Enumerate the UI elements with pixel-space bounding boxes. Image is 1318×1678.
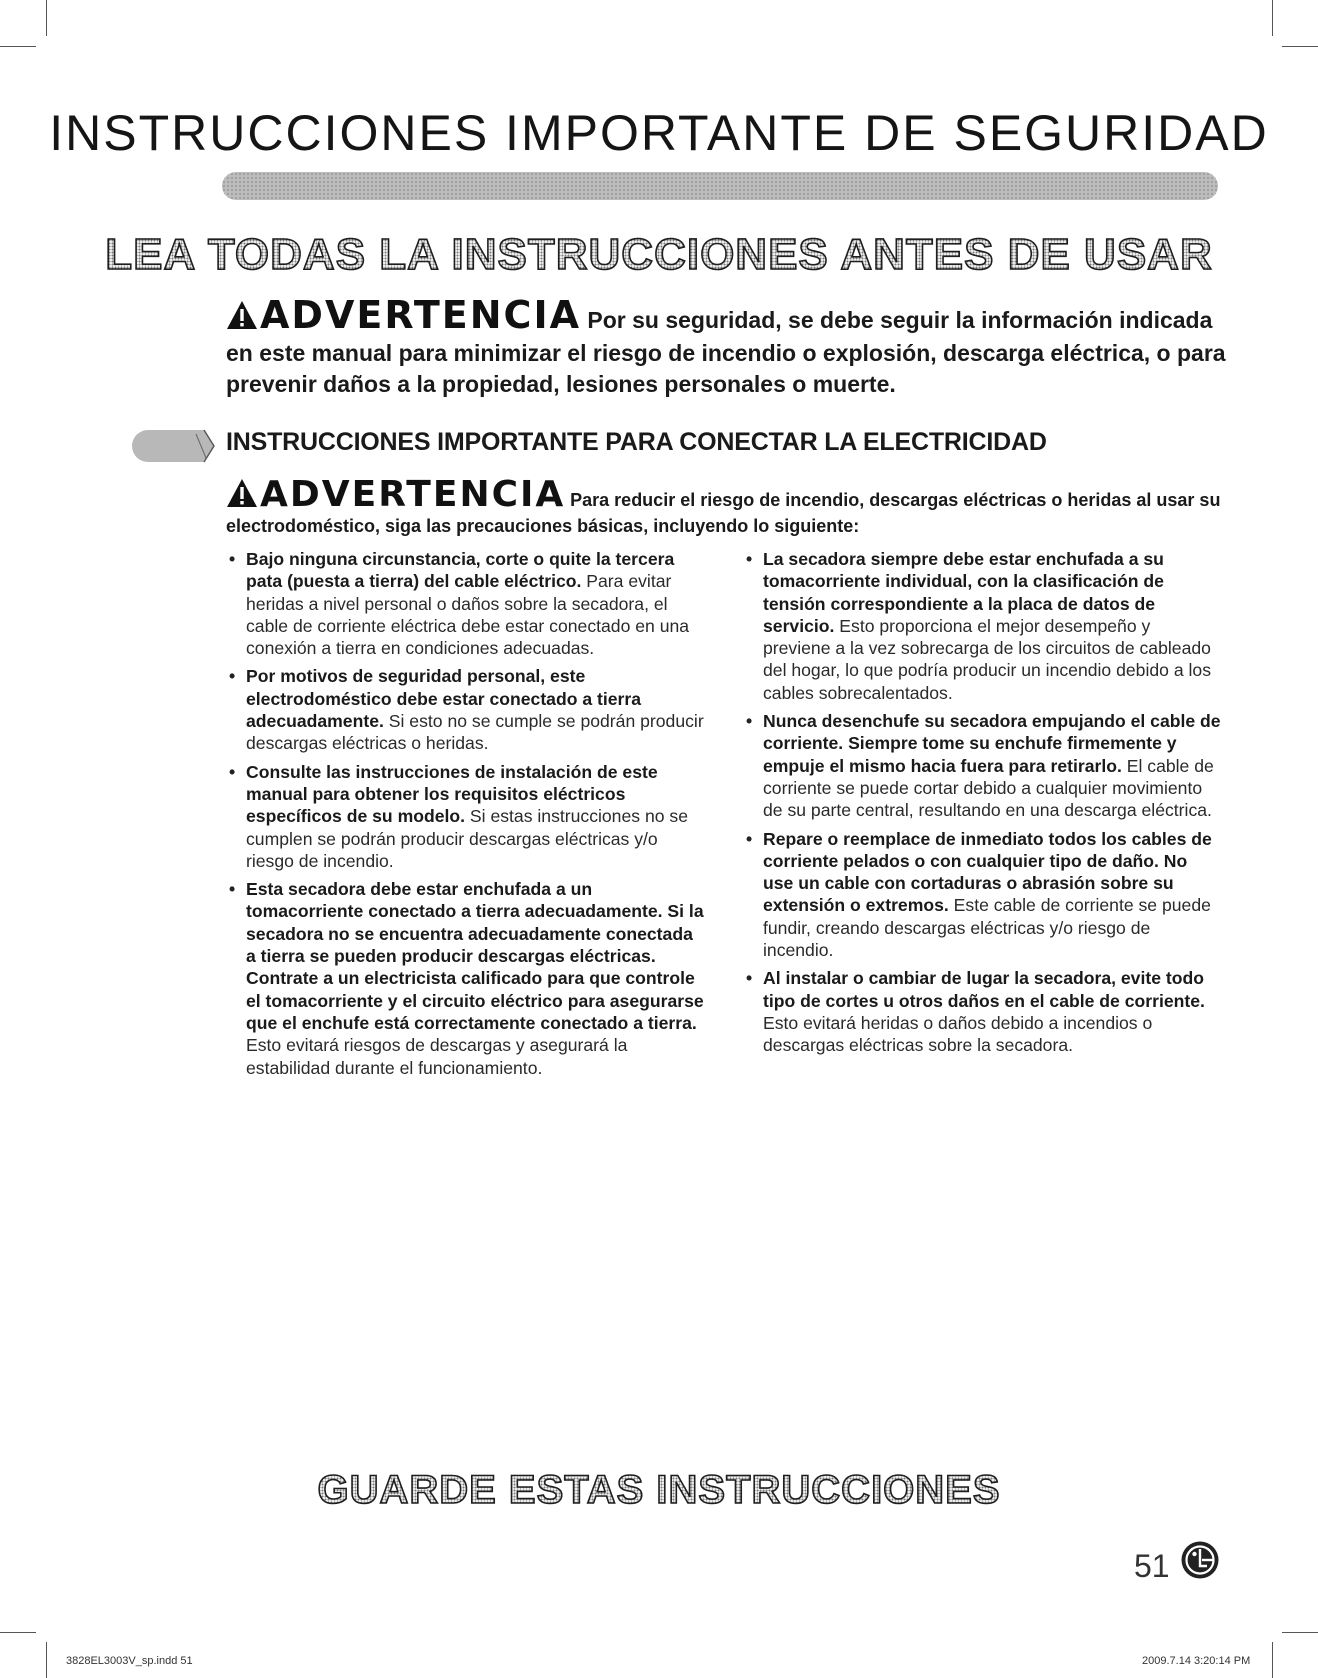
instructions-right-column [751, 548, 1221, 1063]
list-item: • Consulte las instrucciones de instalación de este manual para obtener los requisitos eléctricos específicos de su modelo. Si estas instrucciones no se cumplen se podrán producir descargas eléctricas y/o riesgo de incendio. [234, 761, 704, 872]
warning-block-general [226, 293, 1226, 400]
title-underline-bar [222, 172, 1218, 200]
list-item: • Al instalar o cambiar de lugar la secadora, evite todo tipo de cortes u otros daños en el cable de corriente. Esto evitará heridas o daños debido a incendios o descargas eléctricas sobre la secadora. [751, 967, 1221, 1056]
crop-mark [0, 1632, 36, 1633]
warning-label: ADVERTENCIA [260, 474, 566, 515]
warning-text: Por su seguridad, se debe seguir la información indicada en este manual para minimizar el riesgo de incendio o explosión, descarga eléctrica, o para prevenir daños a la propiedad, lesiones personales o muerte. [226, 307, 1226, 397]
list-item: • La secadora siempre debe estar enchufada a su tomacorriente individual, con la clasificación de tensión correspondiente a la placa de datos de servicio. Esto proporciona el mejor desempeño y previene a la vez sobrecarga de los circuitos de cableado del hogar, lo que podría producir un incendio debido a los cables sobrecalentados. [751, 548, 1221, 704]
warning-label: ADVERTENCIA [260, 293, 581, 337]
crop-mark [46, 0, 47, 36]
page-number: 51 [1134, 1548, 1170, 1584]
warning-text: Para reducir el riesgo de incendio, descargas eléctricas o heridas al usar su electrodoméstico, siga las precauciones básicas, incluyendo lo siguiente: [226, 490, 1221, 536]
list-item: • Esta secadora debe estar enchufada a un tomacorriente conectado a tierra adecuadamente. Si la secadora no se encuentra adecuadamente conectada a tierra se pueden producir descargas eléctricas. Contrate a un electricista calificado para que controle el tomacorriente y el circuito eléctrico para asegurarse que el enchufe está correctamente conectado a tierra. Esto evitará riesgos de descargas y asegurará la estabilidad durante el funcionamiento. [234, 878, 704, 1079]
instructions-left-column [234, 548, 704, 1085]
warning-triangle-icon [226, 478, 258, 514]
warning-block-electrical [226, 474, 1226, 538]
crop-mark [1272, 0, 1273, 36]
crop-mark [0, 46, 36, 47]
save-instructions-heading: GUARDE ESTAS INSTRUCCIONES [0, 1468, 1318, 1513]
crop-mark [1282, 46, 1318, 47]
section-tab-arrow-icon [130, 428, 216, 464]
crop-mark [46, 1642, 47, 1678]
read-all-heading: LEA TODAS LA INSTRUCCIONES ANTES DE USAR [0, 230, 1318, 280]
lg-logo-icon [1180, 1540, 1220, 1580]
print-timestamp: 2009.7.14 3:20:14 PM [1142, 1655, 1251, 1667]
list-item: • Por motivos de seguridad personal, este electrodoméstico debe estar conectado a tierra adecuadamente. Si esto no se cumple se podrán producir descargas eléctricas o heridas. [234, 665, 704, 754]
list-item: • Repare o reemplace de inmediato todos los cables de corriente pelados o con cualquier tipo de daño. No use un cable con cortaduras o abrasión sobre su extensión o extremos. Este cable de corriente se puede fundir, creando descargas eléctricas y/o riesgo de incendio. [751, 828, 1221, 962]
warning-triangle-icon [226, 300, 258, 338]
crop-mark [1272, 1642, 1273, 1678]
print-file-info: 3828EL3003V_sp.indd 51 [66, 1655, 193, 1667]
list-item: • Nunca desenchufe su secadora empujando el cable de corriente. Siempre tome su enchufe firmemente y empuje el mismo hacia fuera para retirarlo. El cable de corriente se puede cortar debido a cualquier movimiento de su parte central, resultando en una descarga eléctrica. [751, 710, 1221, 821]
list-item: • Bajo ninguna circunstancia, corte o quite la tercera pata (puesta a tierra) del cable eléctrico. Para evitar heridas a nivel personal o daños sobre la secadora, el cable de corriente eléctrica debe estar conectado en una conexión a tierra en condiciones adecuadas. [234, 548, 704, 659]
section-title: INSTRUCCIONES IMPORTANTE PARA CONECTAR LA ELECTRICIDAD [226, 428, 1047, 456]
page-title: INSTRUCCIONES IMPORTANTE DE SEGURIDAD [49, 105, 1269, 161]
crop-mark [1282, 1632, 1318, 1633]
